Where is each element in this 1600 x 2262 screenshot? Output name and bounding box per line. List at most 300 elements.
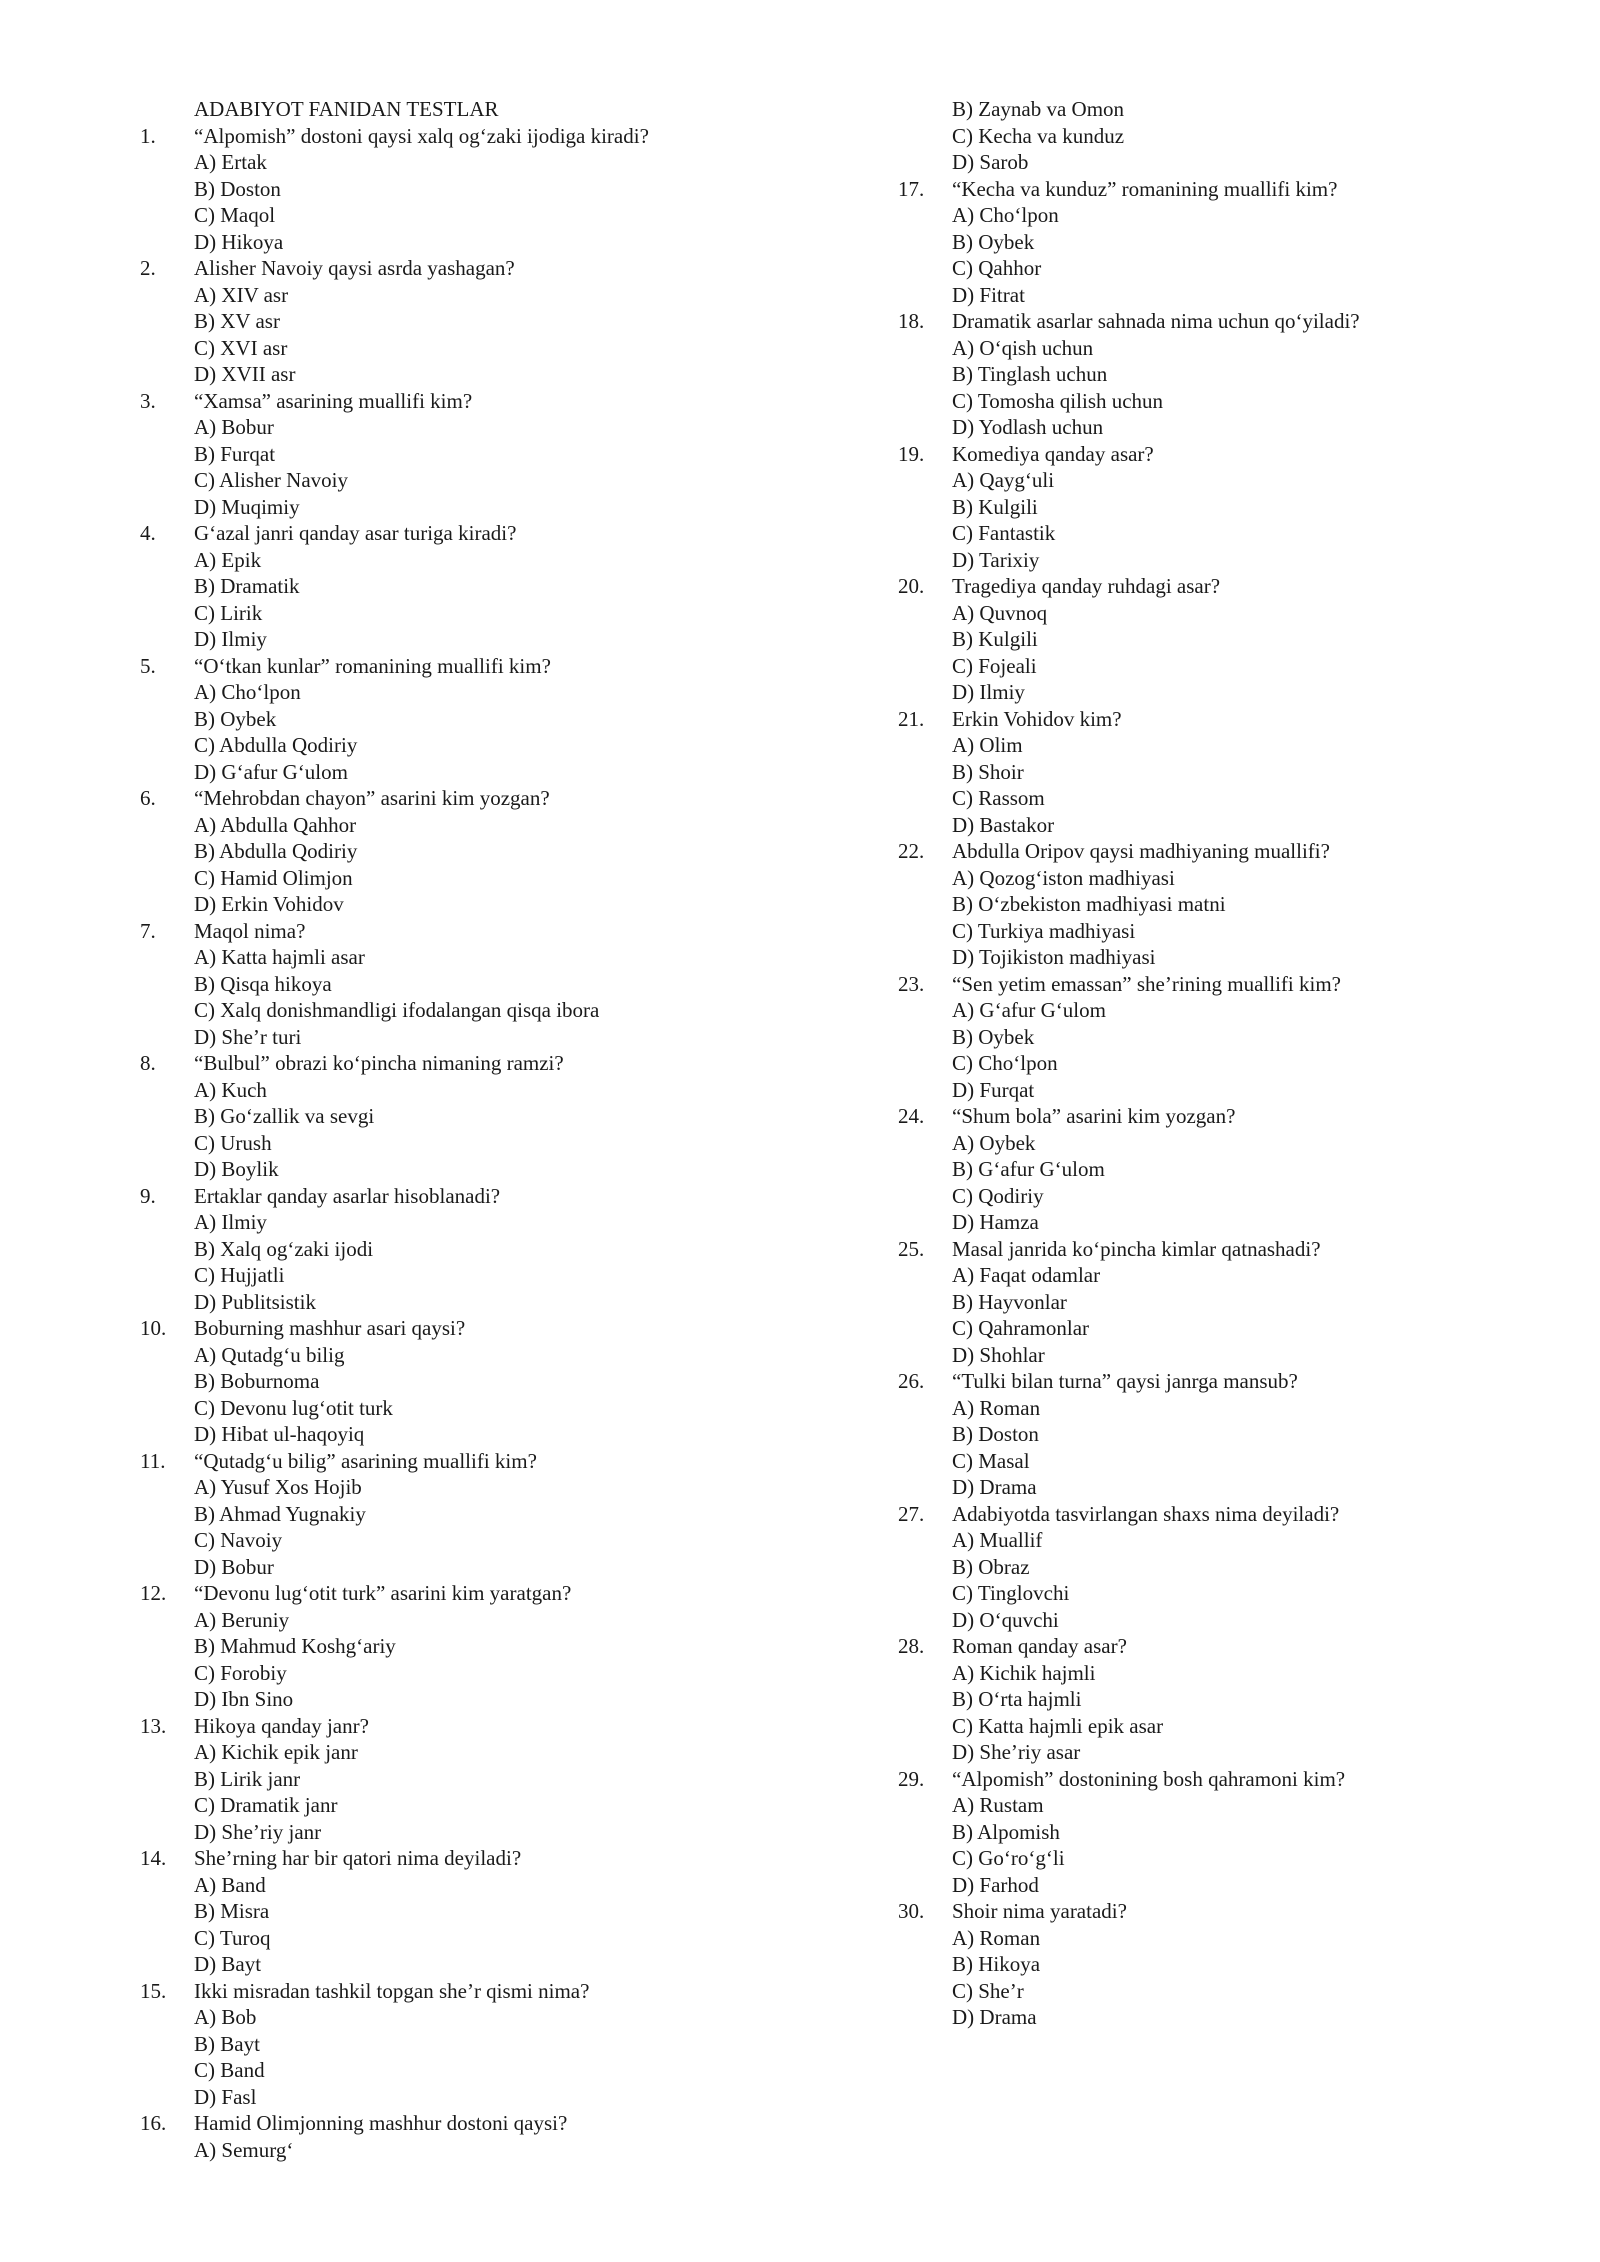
question-text: Hamid Olimjonning mashhur dostoni qaysi? <box>194 2111 568 2135</box>
question-text: “Alpomish” dostoni qaysi xalq og‘zaki ijodiga kiradi? <box>194 123 649 148</box>
answer-option: B) Oybek <box>194 706 277 731</box>
option-line <box>898 785 1538 812</box>
answer-option: D) Yodlash uchun <box>952 415 1104 439</box>
option-line <box>898 1077 1538 1104</box>
answer-option: A) Cho‘lpon <box>952 203 1059 227</box>
question-number: 22. <box>898 839 925 863</box>
answer-option: A) XIV asr <box>194 282 289 307</box>
answer-option: D) XVII asr <box>194 362 296 386</box>
question-number: 5. <box>140 653 156 678</box>
question-number: 3. <box>140 388 156 413</box>
answer-option: D) Ibn Sino <box>194 1687 294 1711</box>
option-line <box>140 1633 900 1660</box>
answer-option: D) Furqat <box>952 1077 1035 1102</box>
question-text: Ikki misradan tashkil topgan she’r qismi nima? <box>194 1978 590 2003</box>
option-line <box>140 812 900 839</box>
answer-option: A) Abdulla Qahhor <box>194 812 357 837</box>
answer-option: A) Semurg‘ <box>194 2137 294 2162</box>
answer-option: B) Hayvonlar <box>952 1289 1067 1314</box>
question-text: “Tulki bilan turna” qaysi janrga mansub? <box>952 1369 1298 1393</box>
option-line <box>898 1262 1538 1289</box>
question-text: Hikoya qanday janr? <box>194 1713 369 1738</box>
answer-option: A) Katta hajmli asar <box>194 945 365 969</box>
option-line <box>898 679 1538 706</box>
option-line <box>140 1792 900 1819</box>
answer-option: B) Oybek <box>952 229 1035 254</box>
question-text: Shoir nima yaratadi? <box>952 1899 1127 1923</box>
option-line <box>140 1819 900 1846</box>
question-number: 30. <box>898 1899 925 1923</box>
option-line <box>140 1130 900 1157</box>
option-line <box>140 1607 900 1634</box>
answer-option: D) Bastakor <box>952 812 1055 837</box>
answer-option: C) She’r <box>952 1978 1024 2003</box>
question-line <box>140 255 900 282</box>
option-line <box>140 414 900 441</box>
question-line <box>898 1103 1538 1130</box>
answer-option: A) Kuch <box>194 1077 267 1102</box>
answer-option: C) Navoiy <box>194 1528 283 1552</box>
option-line <box>140 176 900 203</box>
answer-option: D) Tarixiy <box>952 547 1040 572</box>
option-line <box>140 1925 900 1952</box>
answer-option: C) Alisher Navoiy <box>194 468 348 492</box>
question-line <box>140 785 900 812</box>
answer-option: C) Masal <box>952 1448 1030 1473</box>
question-line <box>898 1898 1538 1925</box>
option-line <box>898 918 1538 945</box>
question-text: “O‘tkan kunlar” romanining muallifi kim? <box>194 653 551 678</box>
option-line <box>898 759 1538 786</box>
option-line <box>140 361 900 388</box>
option-line <box>140 1289 900 1316</box>
answer-option: D) Tojikiston madhiyasi <box>952 945 1156 969</box>
answer-option: C) Kecha va kunduz <box>952 123 1125 148</box>
option-line <box>898 1819 1538 1846</box>
question-number: 21. <box>898 706 925 731</box>
question-number: 28. <box>898 1634 925 1658</box>
option-line <box>140 891 900 918</box>
answer-option: B) Obraz <box>952 1554 1030 1579</box>
question-line <box>140 123 900 150</box>
question-text: “Shum bola” asarini kim yozgan? <box>952 1104 1236 1128</box>
option-line <box>140 706 900 733</box>
option-line <box>898 1686 1538 1713</box>
option-line <box>140 732 900 759</box>
question-number: 23. <box>898 971 925 996</box>
question-number: 9. <box>140 1183 156 1208</box>
answer-option: A) Roman <box>952 1395 1041 1420</box>
option-line <box>140 282 900 309</box>
answer-option: C) Katta hajmli epik asar <box>952 1713 1164 1738</box>
option-line <box>140 1368 900 1395</box>
question-number: 14. <box>140 1846 167 1870</box>
answer-option: D) O‘quvchi <box>952 1607 1059 1632</box>
option-line <box>898 1342 1538 1369</box>
option-line <box>898 335 1538 362</box>
question-text: Alisher Navoiy qaysi asrda yashagan? <box>194 256 515 280</box>
answer-option: B) O‘zbekiston madhiyasi matni <box>952 892 1226 916</box>
option-line <box>898 1050 1538 1077</box>
option-line <box>898 1660 1538 1687</box>
option-line <box>898 626 1538 653</box>
option-line <box>898 1607 1538 1634</box>
option-line <box>898 2004 1538 2031</box>
answer-option: A) Faqat odamlar <box>952 1263 1101 1287</box>
question-text: Roman qanday asar? <box>952 1634 1127 1658</box>
answer-option: C) Rassom <box>952 786 1045 810</box>
answer-option: A) Olim <box>952 733 1023 757</box>
question-number: 13. <box>140 1713 167 1738</box>
answer-option: A) Ertak <box>194 150 267 174</box>
answer-option: D) Publitsistik <box>194 1289 316 1314</box>
option-line <box>140 149 900 176</box>
question-number: 15. <box>140 1978 167 2003</box>
option-line <box>140 494 900 521</box>
question-number: 16. <box>140 2111 167 2135</box>
answer-option: B) Bayt <box>194 2031 260 2056</box>
answer-option: C) Abdulla Qodiriy <box>194 733 358 757</box>
answer-option: C) Tomosha qilish uchun <box>952 388 1164 413</box>
question-text: “Devonu lug‘otit turk” asarini kim yaratgan? <box>194 1581 572 1605</box>
answer-option: A) O‘qish uchun <box>952 335 1094 360</box>
option-line <box>140 1342 900 1369</box>
option-line <box>140 971 900 998</box>
question-text: “Xamsa” asarining muallifi kim? <box>194 388 473 413</box>
answer-option: D) G‘afur G‘ulom <box>194 759 348 784</box>
question-line <box>898 176 1538 203</box>
answer-option: B) Shoir <box>952 759 1024 784</box>
option-line <box>898 1395 1538 1422</box>
answer-option: D) Fitrat <box>952 282 1025 307</box>
option-line <box>140 1474 900 1501</box>
right-column <box>898 96 1538 2031</box>
question-number: 25. <box>898 1236 925 1261</box>
answer-option: D) She’riy janr <box>194 1819 322 1844</box>
answer-option: B) Doston <box>952 1422 1039 1446</box>
answer-option: B) Dramatik <box>194 574 300 598</box>
question-line <box>898 971 1538 998</box>
option-line <box>898 1739 1538 1766</box>
answer-option: B) O‘rta hajmli <box>952 1687 1082 1711</box>
answer-option: B) XV asr <box>194 309 280 333</box>
option-line <box>898 1872 1538 1899</box>
question-number: 2. <box>140 256 156 280</box>
answer-option: C) Hujjatli <box>194 1263 285 1287</box>
question-line <box>898 1236 1538 1263</box>
answer-option: D) Ilmiy <box>952 680 1025 704</box>
option-line <box>140 838 900 865</box>
answer-option: C) Tinglovchi <box>952 1581 1070 1605</box>
answer-option: B) Lirik janr <box>194 1766 301 1791</box>
answer-option: B) Doston <box>194 176 281 201</box>
option-line <box>140 1898 900 1925</box>
question-line <box>140 1713 900 1740</box>
answer-option: A) Epik <box>194 547 262 572</box>
option-line <box>140 600 900 627</box>
option-line <box>140 759 900 786</box>
option-line <box>140 467 900 494</box>
answer-option: D) Fasl <box>194 2084 257 2109</box>
answer-option: C) Turoq <box>194 1925 271 1950</box>
answer-option: B) Zaynab va Omon <box>952 97 1125 121</box>
question-line <box>898 1766 1538 1793</box>
answer-option: A) Quvnoq <box>952 600 1048 625</box>
option-line <box>140 1024 900 1051</box>
question-line <box>140 653 900 680</box>
option-line <box>140 1077 900 1104</box>
question-line <box>898 573 1538 600</box>
answer-option: C) Qahramonlar <box>952 1316 1090 1340</box>
option-line <box>898 865 1538 892</box>
answer-option: D) Shohlar <box>952 1342 1045 1367</box>
answer-option: C) Maqol <box>194 203 276 227</box>
question-line <box>898 308 1538 335</box>
option-line <box>898 1183 1538 1210</box>
answer-option: C) Qahhor <box>952 256 1042 280</box>
option-line <box>140 1395 900 1422</box>
question-text: Adabiyotda tasvirlangan shaxs nima deyiladi? <box>952 1501 1340 1526</box>
question-line <box>898 441 1538 468</box>
answer-option: D) Erkin Vohidov <box>194 892 344 916</box>
question-line <box>898 838 1538 865</box>
answer-option: C) XVI asr <box>194 335 288 360</box>
answer-option: C) Urush <box>194 1130 272 1155</box>
answer-option: C) Hamid Olimjon <box>194 865 353 890</box>
question-text: Masal janrida ko‘pincha kimlar qatnashadi? <box>952 1236 1321 1261</box>
option-line <box>140 1686 900 1713</box>
answer-option: C) Fantastik <box>952 521 1056 545</box>
answer-option: C) Qodiriy <box>952 1183 1044 1208</box>
question-text: Komediya qanday asar? <box>952 441 1154 466</box>
answer-option: B) Abdulla Qodiriy <box>194 839 358 863</box>
answer-option: A) Qutadg‘u bilig <box>194 1342 345 1367</box>
option-line <box>140 1236 900 1263</box>
question-number: 6. <box>140 786 156 810</box>
option-line <box>140 335 900 362</box>
option-line <box>898 1792 1538 1819</box>
option-line <box>140 2084 900 2111</box>
question-number: 12. <box>140 1581 167 1605</box>
option-line <box>898 520 1538 547</box>
option-line <box>898 149 1538 176</box>
answer-option: B) Kulgili <box>952 627 1038 651</box>
option-line <box>140 626 900 653</box>
option-line <box>898 732 1538 759</box>
question-line <box>898 706 1538 733</box>
option-line <box>898 494 1538 521</box>
answer-option: A) Muallif <box>952 1528 1043 1552</box>
question-text: Ertaklar qanday asarlar hisoblanadi? <box>194 1183 501 1208</box>
question-text: “Qutadg‘u bilig” asarining muallifi kim? <box>194 1448 537 1473</box>
option-line <box>898 891 1538 918</box>
option-line <box>140 1766 900 1793</box>
question-line <box>140 918 900 945</box>
answer-option: C) Fojeali <box>952 653 1037 678</box>
answer-option: A) G‘afur G‘ulom <box>952 998 1106 1022</box>
option-line <box>898 229 1538 256</box>
answer-option: A) Qayg‘uli <box>952 468 1055 492</box>
answer-option: B) Boburnoma <box>194 1369 320 1393</box>
question-number: 29. <box>898 1766 925 1791</box>
option-line <box>140 1421 900 1448</box>
option-line <box>140 1262 900 1289</box>
answer-option: D) Ilmiy <box>194 627 267 651</box>
answer-option: B) Misra <box>194 1899 270 1923</box>
question-text: “Alpomish” dostonining bosh qahramoni kim? <box>952 1766 1346 1791</box>
option-line <box>140 865 900 892</box>
answer-option: D) Hikoya <box>194 229 284 254</box>
answer-option: A) Kichik hajmli <box>952 1660 1096 1685</box>
option-line <box>140 679 900 706</box>
answer-option: B) G‘afur G‘ulom <box>952 1157 1105 1181</box>
answer-option: B) Xalq og‘zaki ijodi <box>194 1236 374 1261</box>
option-line <box>140 202 900 229</box>
answer-option: D) Bobur <box>194 1554 274 1579</box>
option-line <box>898 547 1538 574</box>
question-line <box>140 1050 900 1077</box>
answer-option: B) Tinglash uchun <box>952 362 1108 386</box>
option-line <box>140 441 900 468</box>
option-line <box>140 1554 900 1581</box>
answer-option: D) Boylik <box>194 1157 279 1181</box>
left-column <box>140 96 900 2163</box>
answer-option: A) Bob <box>194 2005 257 2029</box>
answer-option: A) Bobur <box>194 415 274 439</box>
question-number: 20. <box>898 574 925 598</box>
question-line <box>140 1845 900 1872</box>
answer-option: C) Xalq donishmandligi ifodalangan qisqa ibora <box>194 998 600 1022</box>
answer-option: A) Qozog‘iston madhiyasi <box>952 865 1175 890</box>
option-line <box>140 2031 900 2058</box>
option-line <box>898 1448 1538 1475</box>
question-number: 27. <box>898 1501 925 1526</box>
answer-option: B) Furqat <box>194 441 276 466</box>
option-line <box>898 1925 1538 1952</box>
option-line <box>898 1713 1538 1740</box>
option-line <box>898 1951 1538 1978</box>
answer-option: B) Hikoya <box>952 1952 1041 1976</box>
option-line <box>898 388 1538 415</box>
question-line <box>140 1580 900 1607</box>
question-number: 26. <box>898 1369 925 1393</box>
answer-option: A) Roman <box>952 1925 1041 1950</box>
question-line <box>898 1633 1538 1660</box>
question-line <box>140 1183 900 1210</box>
option-line <box>140 1527 900 1554</box>
page-title: ADABIYOT FANIDAN TESTLAR <box>194 97 499 121</box>
option-line <box>898 282 1538 309</box>
option-line <box>898 997 1538 1024</box>
question-text: “Sen yetim emassan” she’rining muallifi kim? <box>952 971 1341 996</box>
option-line <box>898 467 1538 494</box>
question-text: Dramatik asarlar sahnada nima uchun qo‘yiladi? <box>952 309 1360 333</box>
option-line <box>140 2137 900 2164</box>
question-number: 10. <box>140 1316 167 1340</box>
answer-option: A) Oybek <box>952 1130 1036 1155</box>
answer-option: C) Band <box>194 2058 265 2082</box>
question-line <box>898 1368 1538 1395</box>
option-line <box>898 1580 1538 1607</box>
option-line <box>140 944 900 971</box>
question-text: “Kecha va kunduz” romanining muallifi kim? <box>952 176 1338 201</box>
answer-option: B) Go‘zallik va sevgi <box>194 1104 375 1128</box>
option-line <box>140 1209 900 1236</box>
option-line <box>898 600 1538 627</box>
answer-option: C) Cho‘lpon <box>952 1051 1058 1075</box>
answer-option: B) Alpomish <box>952 1819 1060 1844</box>
question-line <box>140 388 900 415</box>
question-number: 1. <box>140 123 156 148</box>
option-line <box>140 2004 900 2031</box>
question-line <box>140 2110 900 2137</box>
answer-option: B) Mahmud Koshg‘ariy <box>194 1634 396 1658</box>
option-line <box>898 1130 1538 1157</box>
question-line <box>140 520 900 547</box>
answer-option: A) Cho‘lpon <box>194 680 301 704</box>
answer-option: B) Kulgili <box>952 494 1038 519</box>
answer-option: D) Drama <box>952 2005 1037 2029</box>
answer-option: D) Farhod <box>952 1872 1039 1897</box>
answer-option: B) Ahmad Yugnakiy <box>194 1501 366 1526</box>
option-line <box>140 1951 900 1978</box>
answer-option: C) Go‘ro‘g‘li <box>952 1846 1065 1870</box>
option-line <box>140 1103 900 1130</box>
option-line <box>898 1978 1538 2005</box>
option-line <box>140 573 900 600</box>
option-line <box>898 1421 1538 1448</box>
answer-option: A) Kichik epik janr <box>194 1740 358 1764</box>
option-line <box>140 1739 900 1766</box>
answer-option: D) Muqimiy <box>194 494 300 519</box>
answer-option: B) Qisqa hikoya <box>194 971 332 996</box>
question-text: G‘azal janri qanday asar turiga kiradi? <box>194 521 517 545</box>
option-line <box>898 414 1538 441</box>
answer-option: A) Rustam <box>952 1793 1044 1817</box>
question-number: 8. <box>140 1051 156 1075</box>
option-line <box>898 812 1538 839</box>
answer-option: D) Hamza <box>952 1210 1039 1234</box>
option-line <box>898 96 1538 123</box>
question-line <box>140 1315 900 1342</box>
answer-option: C) Devonu lug‘otit turk <box>194 1395 393 1420</box>
answer-option: D) Hibat ul-haqoyiq <box>194 1422 365 1446</box>
answer-option: A) Beruniy <box>194 1607 290 1632</box>
question-text: Tragediya qanday ruhdagi asar? <box>952 574 1221 598</box>
option-line <box>898 1527 1538 1554</box>
question-line <box>898 1501 1538 1528</box>
option-line <box>898 255 1538 282</box>
option-line <box>898 944 1538 971</box>
answer-option: A) Yusuf Xos Hojib <box>194 1475 362 1499</box>
option-line <box>140 1156 900 1183</box>
question-number: 19. <box>898 441 925 466</box>
option-line <box>898 1845 1538 1872</box>
option-line <box>898 361 1538 388</box>
option-line <box>140 308 900 335</box>
answer-option: A) Ilmiy <box>194 1210 267 1234</box>
question-number: 17. <box>898 176 925 201</box>
option-line <box>140 1872 900 1899</box>
option-line <box>898 202 1538 229</box>
option-line <box>898 1209 1538 1236</box>
question-number: 11. <box>140 1448 166 1473</box>
answer-option: D) Drama <box>952 1475 1037 1499</box>
option-line <box>898 1315 1538 1342</box>
question-text: Boburning mashhur asari qaysi? <box>194 1316 466 1340</box>
option-line <box>140 229 900 256</box>
question-number: 4. <box>140 521 156 545</box>
